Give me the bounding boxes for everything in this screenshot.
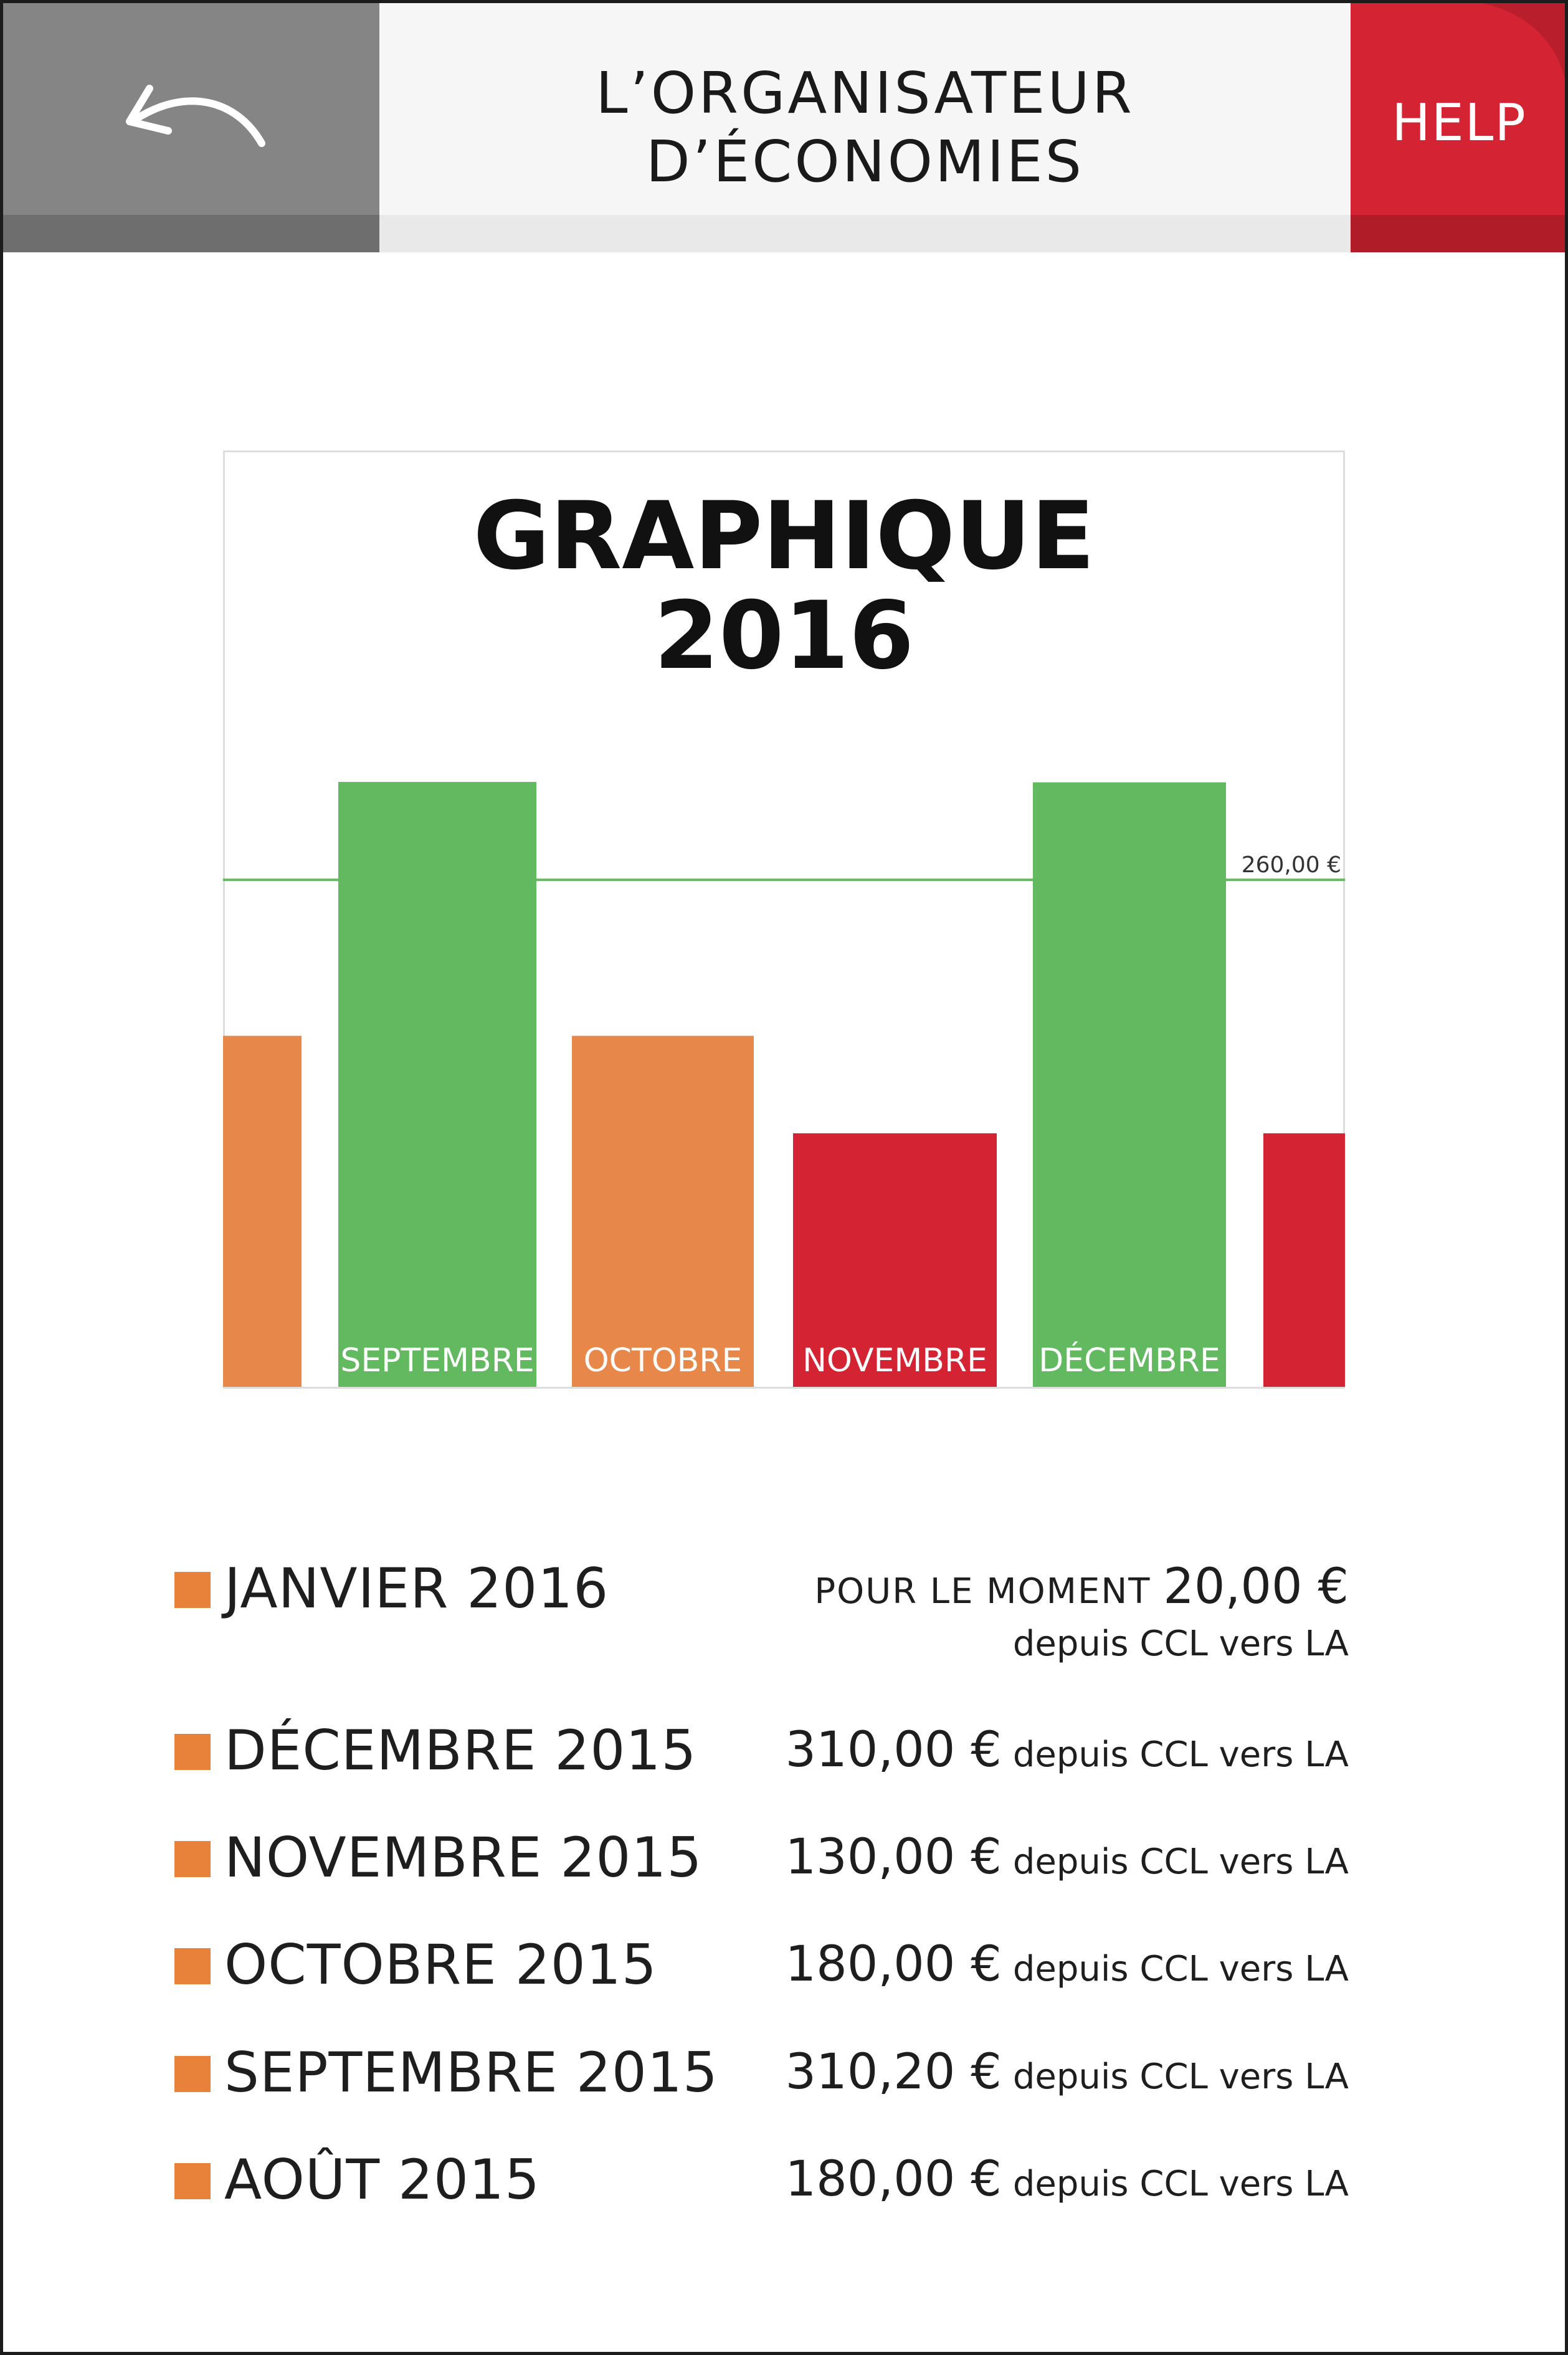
amount-value: 20,00 € <box>1163 1559 1349 1615</box>
chart-subtitle: 2016 <box>653 582 915 690</box>
transfer-note: depuis CCL vers LA <box>1012 1734 1349 1775</box>
month-label: AOÛT 2015 <box>224 2148 541 2212</box>
status-square-icon <box>174 2056 211 2092</box>
amount-line <box>785 1722 1349 1778</box>
help-button[interactable] <box>1351 0 1568 252</box>
back-arrow-icon <box>112 75 274 156</box>
month-label: NOVEMBRE 2015 <box>224 1825 703 1890</box>
bar-label: OCTOBRE <box>583 1342 743 1379</box>
app-header <box>0 0 1568 252</box>
chart-bar <box>1263 1133 1345 1387</box>
transfer-note: depuis CCL vers LA <box>1012 1842 1349 1882</box>
chart-title: GRAPHIQUE <box>473 482 1095 591</box>
amount-line <box>785 2151 1349 2207</box>
amount-line <box>785 1829 1349 1885</box>
month-label: SEPTEMBRE 2015 <box>224 2040 718 2105</box>
amount-line <box>785 2044 1349 2100</box>
amount-value: 310,00 € <box>785 1722 1002 1778</box>
bar-chart <box>223 450 1345 1389</box>
title-bar <box>379 0 1351 252</box>
month-label: OCTOBRE 2015 <box>224 1933 657 1997</box>
amount-value: 130,00 € <box>785 1829 1002 1885</box>
transfer-note: depuis CCL vers LA <box>1012 2164 1349 2204</box>
chart-bar <box>223 1036 302 1387</box>
corner-fold-icon <box>1462 0 1568 106</box>
transfer-note: depuis CCL vers LA <box>1012 1624 1349 1664</box>
month-label: JANVIER 2016 <box>224 1556 609 1620</box>
status-square-icon <box>174 1841 211 1877</box>
back-button[interactable] <box>0 0 379 252</box>
status-square-icon <box>174 1572 211 1608</box>
amount-line <box>814 1559 1349 1615</box>
reference-line-label: 260,00 € <box>1241 852 1341 878</box>
bar-label: SEPTEMBRE <box>340 1342 535 1379</box>
amount-value: 180,00 € <box>785 1936 1002 1992</box>
title-bar-shade <box>379 215 1351 252</box>
chart-bar <box>338 782 536 1387</box>
amount-line <box>785 1936 1349 1992</box>
status-square-icon <box>174 1948 211 1984</box>
amount-value: 180,00 € <box>785 2151 1002 2207</box>
month-label: DÉCEMBRE 2015 <box>224 1718 697 1782</box>
back-button-shade <box>0 215 379 252</box>
chart-bar <box>1033 783 1226 1387</box>
help-label: HELP <box>1392 93 1527 153</box>
amount-prefix: POUR LE MOMENT <box>814 1571 1164 1612</box>
chart-bar <box>572 1036 754 1387</box>
app-title: L’ORGANISATEUR D’ÉCONOMIES <box>596 60 1134 195</box>
help-button-shade <box>1351 215 1568 252</box>
status-square-icon <box>174 2163 211 2199</box>
transfer-note: depuis CCL vers LA <box>1012 1949 1349 1989</box>
amount-value: 310,20 € <box>785 2044 1002 2100</box>
transfer-note: depuis CCL vers LA <box>1012 2057 1349 2097</box>
bar-label: NOVEMBRE <box>802 1342 987 1379</box>
bar-label: DÉCEMBRE <box>1038 1342 1220 1379</box>
status-square-icon <box>174 1734 211 1770</box>
